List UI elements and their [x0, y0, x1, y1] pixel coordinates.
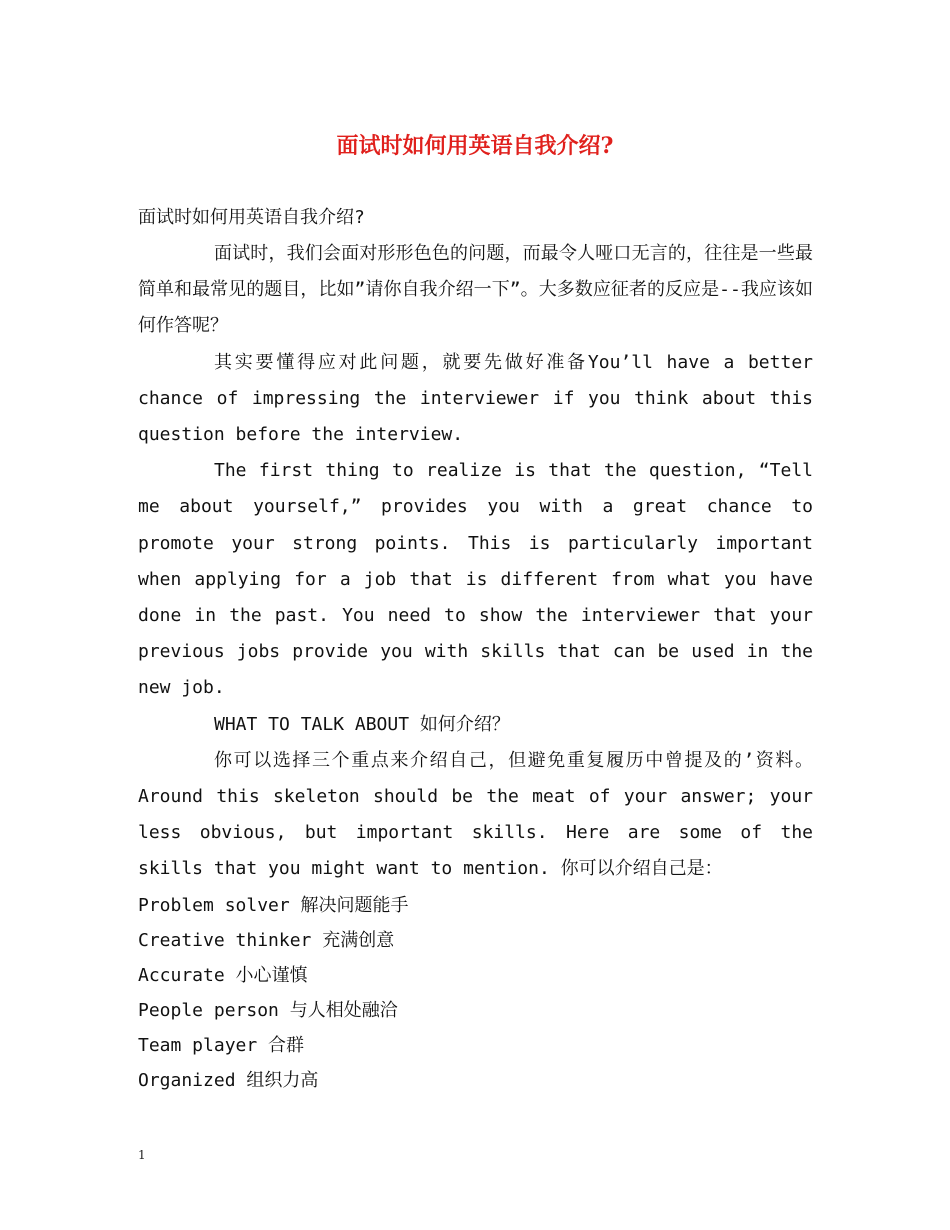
list-item: Organized 组织力高 [138, 1069, 319, 1091]
paragraph-skeleton: 你可以选择三个重点来介绍自己，但避免重复履历中曾提及的’资料。Around this skeleton should be the meat of your answer; your less obvious, but important skills. Here are some of the skills that you might want to mention. 你可以介绍自己是： [138, 749, 813, 880]
subheading-what-to-talk-about: WHAT TO TALK ABOUT 如何介绍？ [214, 713, 510, 735]
section-heading: 面试时如何用英语自我介绍? [138, 207, 365, 228]
paragraph-first-thing: The first thing to realize is that the question, “Tell me about yourself,” provides you with a great chance to promote your strong points. This is particularly important when applying for a job that is different from what you have done in the past. You need to show the interviewer that your previous jobs provide you with skills that can be used in the new job. [138, 460, 813, 699]
list-item: Accurate 小心谨慎 [138, 964, 308, 986]
paragraph-intro: 面试时，我们会面对形形色色的问题，而最令人哑口无言的，往往是一些最简单和最常见的题目，比如”请你自我介绍一下”。大多数应征者的反应是--我应该如何作答呢？ [138, 243, 813, 337]
list-item: People person 与人相处融洽 [138, 999, 398, 1021]
paragraph-preparation: 其实要懂得应对此问题，就要先做好准备You’ll have a better chance of impressing the interviewer if you think about this question before the interview. [138, 351, 813, 446]
list-item: Creative thinker 充满创意 [138, 929, 395, 951]
list-item: Team player 合群 [138, 1034, 305, 1056]
document-title: 面试时如何用英语自我介绍? [336, 133, 614, 159]
document-body [138, 200, 813, 1098]
skills-list [138, 888, 813, 1098]
page-number: 1 [138, 1148, 146, 1162]
list-item: Problem solver 解决问题能手 [138, 894, 409, 916]
